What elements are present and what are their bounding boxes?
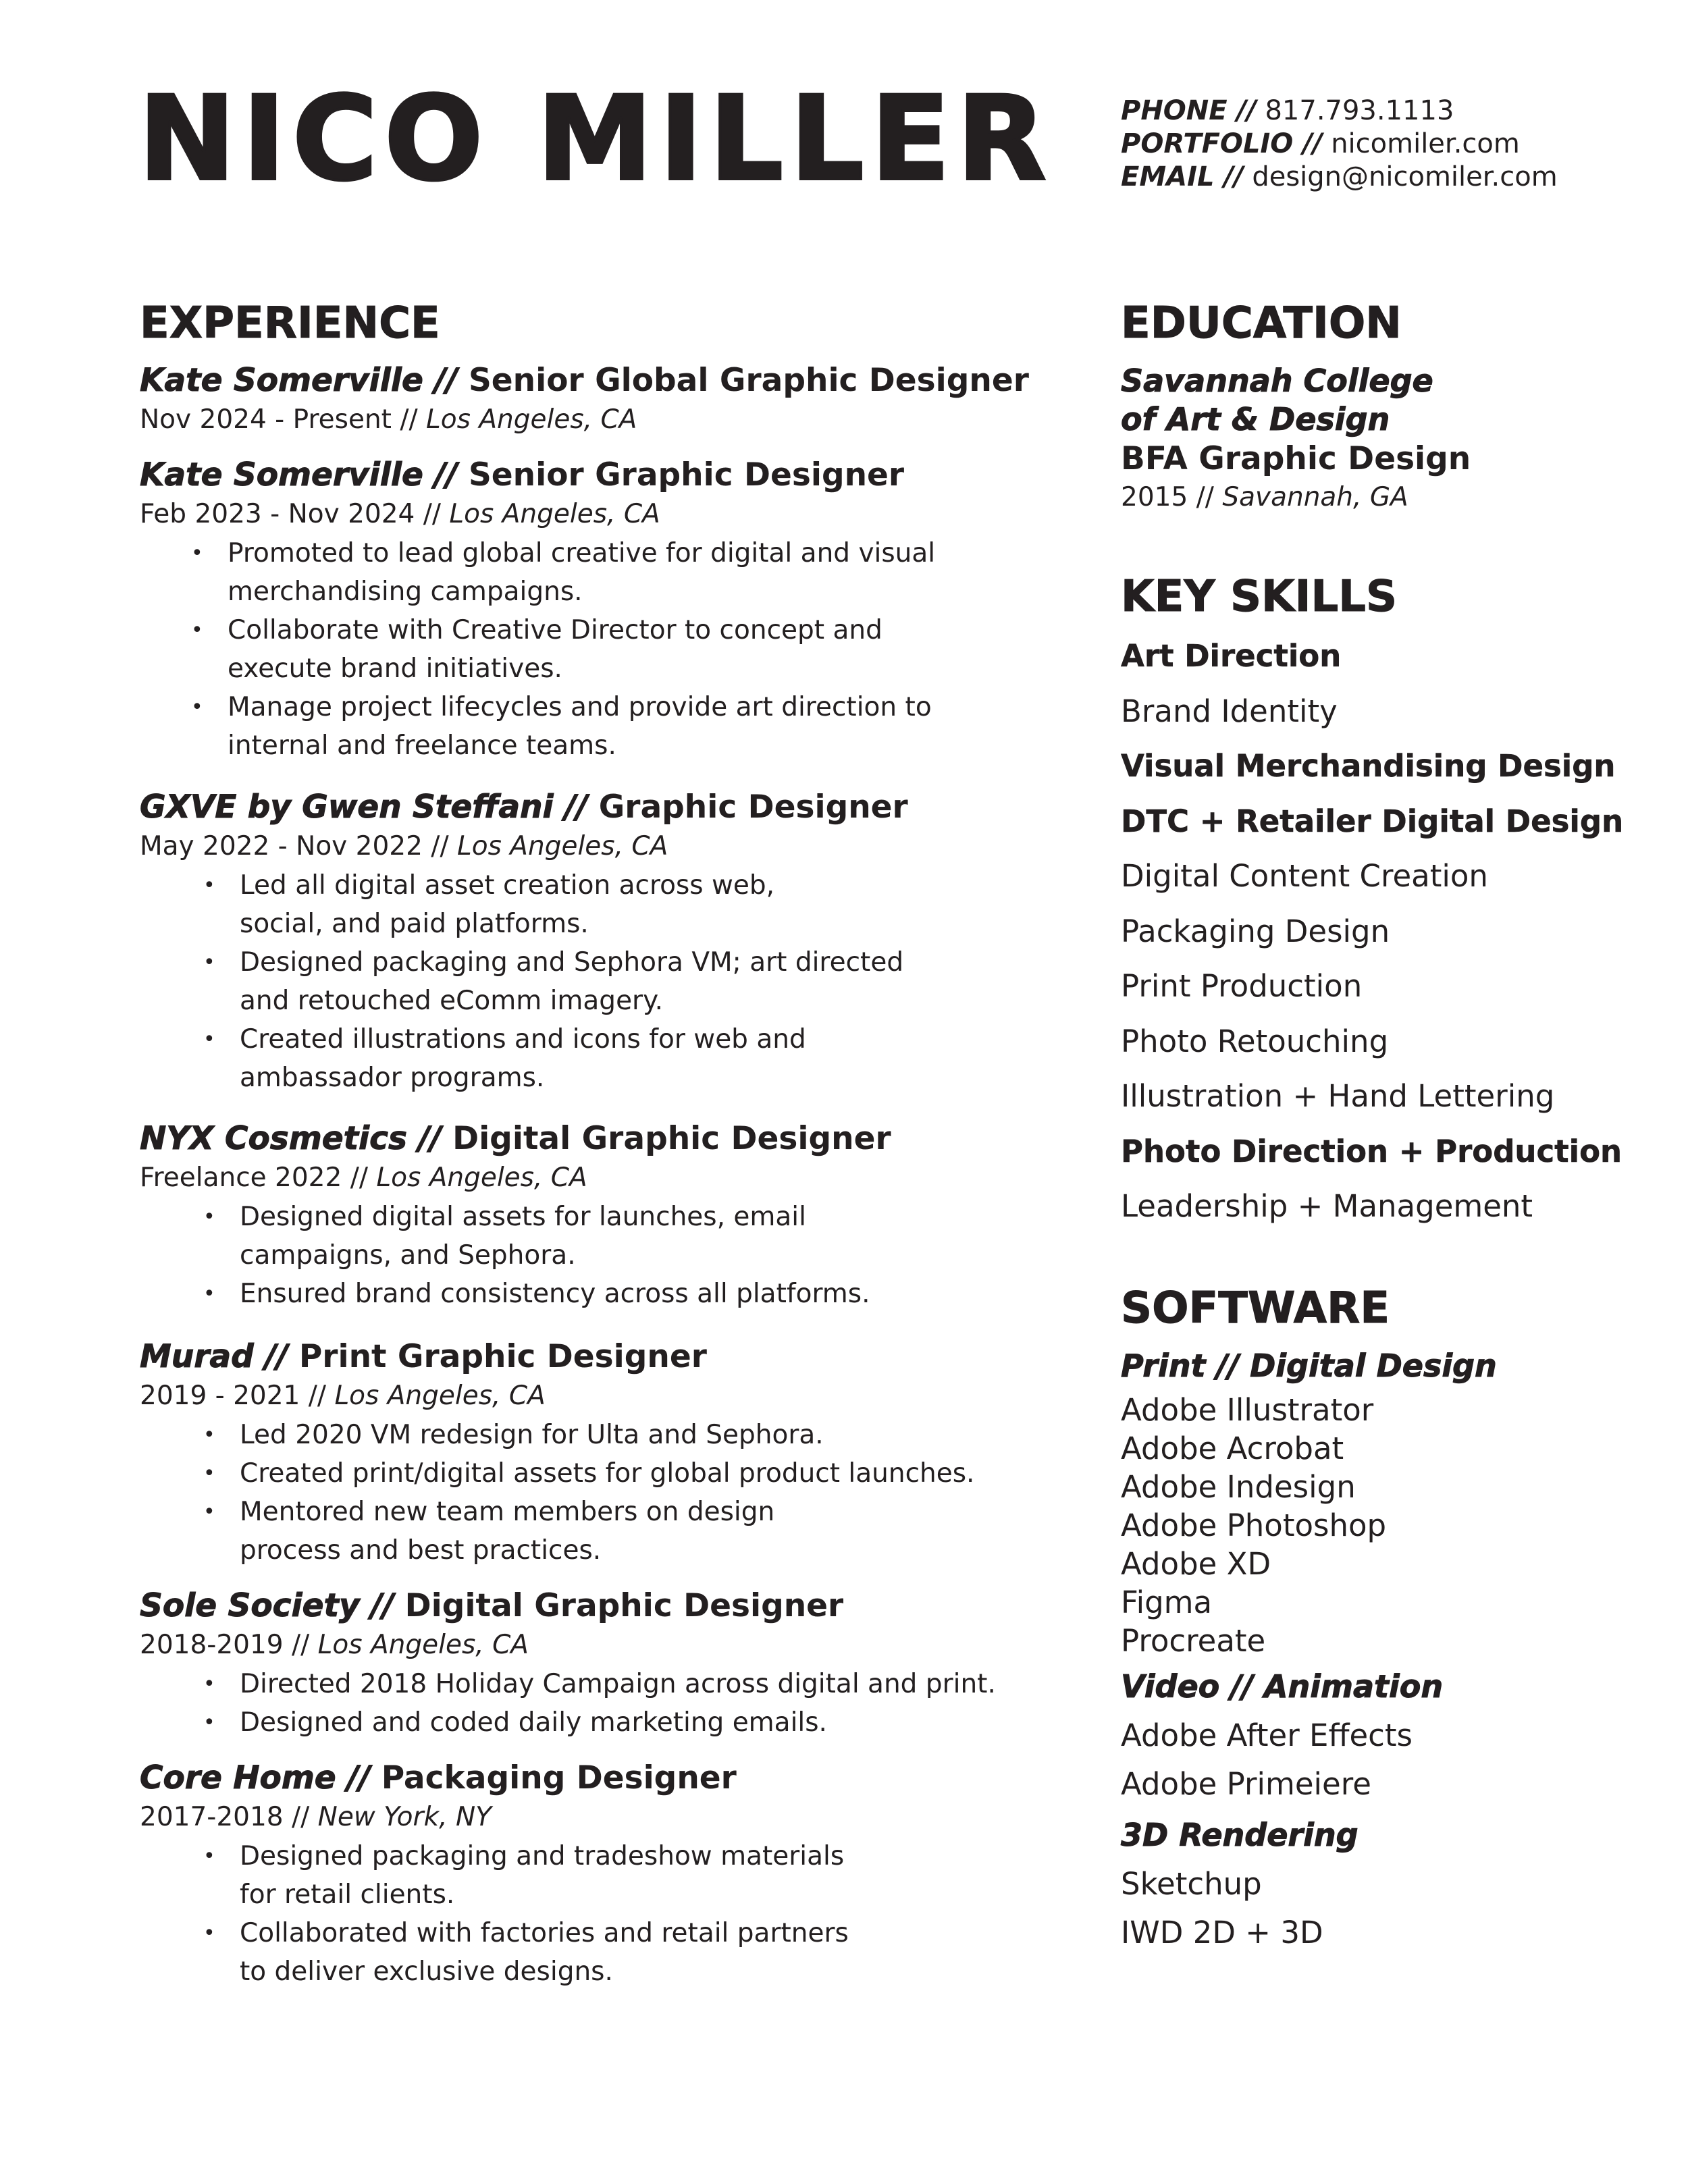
education-heading: EDUCATION bbox=[1121, 298, 1402, 348]
job-title-line bbox=[140, 1119, 891, 1158]
job-location: Los Angeles, CA bbox=[449, 499, 660, 529]
job-title-line bbox=[140, 1587, 996, 1626]
software-category: Print // Digital Design bbox=[1121, 1348, 1497, 1384]
job-dates: 2018-2019 // bbox=[140, 1630, 310, 1660]
bullet-item: • Collaborate with Creative Director to concept and bbox=[140, 611, 935, 649]
job-meta-line bbox=[140, 495, 935, 534]
software-item: Adobe Photoshop bbox=[1121, 1508, 1387, 1543]
job-title-line bbox=[140, 788, 908, 827]
education-year: 2015 // bbox=[1121, 482, 1214, 512]
job-location: Los Angeles, CA bbox=[317, 1630, 529, 1660]
education-school: Savannah College bbox=[1121, 363, 1433, 399]
contact-label: EMAIL // bbox=[1121, 161, 1244, 192]
job-location: Los Angeles, CA bbox=[426, 404, 637, 435]
contact-portfolio bbox=[1121, 128, 1558, 161]
skill-item: Leadership + Management bbox=[1121, 1188, 1533, 1224]
job-title-line bbox=[140, 1759, 849, 1798]
skill-item: Print Production bbox=[1121, 968, 1363, 1004]
bullet-dot: • bbox=[203, 1462, 215, 1485]
contact-email bbox=[1121, 161, 1558, 194]
software-item: Procreate bbox=[1121, 1623, 1266, 1659]
education-degree: BFA Graphic Design bbox=[1121, 440, 1471, 477]
bullet-dot: • bbox=[191, 695, 203, 719]
job-title: Senior Global Graphic Designer bbox=[468, 362, 1029, 399]
software-item: Adobe Acrobat bbox=[1121, 1431, 1344, 1466]
bullet-item: • Mentored new team members on design bbox=[140, 1493, 974, 1531]
software-item: Figma bbox=[1121, 1584, 1213, 1620]
software-heading: SOFTWARE bbox=[1121, 1283, 1390, 1333]
contact-label: PHONE // bbox=[1121, 95, 1257, 126]
experience-heading: EXPERIENCE bbox=[140, 298, 440, 348]
job-company: Sole Society // bbox=[140, 1587, 394, 1624]
software-item: Adobe XD bbox=[1121, 1546, 1271, 1582]
bullet-item: • Collaborated with factories and retail partners bbox=[140, 1914, 849, 1952]
job-company: GXVE by Gwen Steffani // bbox=[140, 789, 588, 826]
software-item: Adobe After Effects bbox=[1121, 1717, 1413, 1753]
skill-item: Photo Direction + Production bbox=[1121, 1133, 1623, 1169]
skill-item: Visual Merchandising Design bbox=[1121, 748, 1616, 784]
software-category: Video // Animation bbox=[1121, 1668, 1444, 1705]
education-location: Savannah, GA bbox=[1222, 482, 1408, 512]
skill-item: Art Direction bbox=[1121, 638, 1342, 674]
bullet-item: • Directed 2018 Holiday Campaign across digital and print. bbox=[140, 1665, 996, 1703]
job-dates: 2017-2018 // bbox=[140, 1802, 310, 1832]
skill-item: Photo Retouching bbox=[1121, 1023, 1389, 1059]
job-title: Senior Graphic Designer bbox=[468, 456, 905, 494]
bullet-item: • Designed packaging and Sephora VM; art directed bbox=[140, 943, 908, 982]
job-title: Graphic Designer bbox=[598, 789, 908, 826]
job-company: Kate Somerville // bbox=[140, 456, 458, 494]
bullet-dot: • bbox=[203, 1921, 215, 1945]
bullet-continuation: merchandising campaigns. bbox=[228, 577, 583, 607]
job-location: Los Angeles, CA bbox=[334, 1381, 546, 1411]
bullet-dot: • bbox=[203, 1205, 215, 1229]
job-title: Digital Graphic Designer bbox=[404, 1587, 844, 1624]
job-dates: 2019 - 2021 // bbox=[140, 1381, 327, 1411]
education-section bbox=[1121, 362, 1661, 516]
job-company: Kate Somerville // bbox=[140, 362, 458, 399]
key-skills-section bbox=[1121, 629, 1661, 1234]
software-section bbox=[1121, 1345, 1661, 1957]
contact-label: PORTFOLIO // bbox=[1121, 128, 1323, 159]
bullet-item: • Promoted to lead global creative for digital and visual bbox=[140, 534, 935, 572]
job-dates: Feb 2023 - Nov 2024 // bbox=[140, 499, 442, 529]
skill-item: DTC + Retailer Digital Design bbox=[1121, 803, 1624, 839]
bullet-item: • Designed and coded daily marketing emails. bbox=[140, 1703, 996, 1742]
bullet-continuation: campaigns, and Sephora. bbox=[240, 1240, 576, 1271]
job-entry bbox=[140, 1587, 996, 1742]
contact-block bbox=[1121, 95, 1558, 194]
job-bullets bbox=[140, 1416, 974, 1570]
bullet-item: • Designed digital assets for launches, email bbox=[140, 1198, 891, 1236]
contact-value: 817.793.1113 bbox=[1265, 95, 1454, 126]
job-dates: Freelance 2022 // bbox=[140, 1163, 368, 1193]
education-school: of Art & Design bbox=[1121, 401, 1390, 437]
bullet-item: • Created print/digital assets for global product launches. bbox=[140, 1454, 974, 1493]
bullet-dot: • bbox=[203, 1028, 215, 1051]
job-title-line bbox=[140, 1337, 974, 1377]
job-meta-line bbox=[140, 1377, 974, 1416]
bullet-continuation: social, and paid platforms. bbox=[240, 909, 589, 939]
software-item: Sketchup bbox=[1121, 1866, 1262, 1902]
job-title: Print Graphic Designer bbox=[298, 1338, 707, 1375]
skill-item: Brand Identity bbox=[1121, 693, 1338, 729]
bullet-dot: • bbox=[203, 1672, 215, 1696]
bullet-item: • Designed packaging and tradeshow materials bbox=[140, 1837, 849, 1875]
skill-item: Illustration + Hand Lettering bbox=[1121, 1078, 1555, 1114]
job-bullets bbox=[140, 534, 935, 765]
job-title: Digital Graphic Designer bbox=[452, 1120, 891, 1157]
job-meta-line bbox=[140, 827, 908, 866]
job-entry bbox=[140, 788, 908, 1097]
job-meta-line bbox=[140, 1798, 849, 1837]
job-entry bbox=[140, 1759, 849, 1991]
job-title-line bbox=[140, 361, 1029, 400]
job-dates: May 2022 - Nov 2022 // bbox=[140, 831, 449, 861]
software-category: 3D Rendering bbox=[1121, 1817, 1359, 1853]
job-bullets bbox=[140, 1665, 996, 1742]
bullet-dot: • bbox=[203, 1844, 215, 1868]
software-item: Adobe Illustrator bbox=[1121, 1392, 1374, 1428]
job-location: Los Angeles, CA bbox=[376, 1163, 587, 1193]
bullet-item: • Created illustrations and icons for web and bbox=[140, 1020, 908, 1059]
contact-value: nicomiler.com bbox=[1331, 128, 1520, 159]
bullet-item: • Ensured brand consistency across all platforms. bbox=[140, 1275, 891, 1313]
software-item: Adobe Primeiere bbox=[1121, 1766, 1371, 1802]
job-entry bbox=[140, 456, 935, 765]
job-bullets bbox=[140, 866, 908, 1097]
bullet-dot: • bbox=[203, 1711, 215, 1734]
job-entry bbox=[140, 1337, 974, 1570]
job-bullets bbox=[140, 1837, 849, 1991]
contact-phone bbox=[1121, 95, 1558, 128]
bullet-continuation: ambassador programs. bbox=[240, 1063, 545, 1093]
job-title-line bbox=[140, 456, 935, 495]
skill-item: Digital Content Creation bbox=[1121, 858, 1488, 894]
bullet-dot: • bbox=[203, 1500, 215, 1524]
contact-value: design@nicomiler.com bbox=[1252, 161, 1558, 192]
job-meta-line bbox=[140, 1158, 891, 1198]
bullet-item: • Led all digital asset creation across web, bbox=[140, 866, 908, 905]
education-meta bbox=[1121, 478, 1661, 516]
job-location: Los Angeles, CA bbox=[457, 831, 668, 861]
job-entry bbox=[140, 1119, 891, 1313]
software-item: IWD 2D + 3D bbox=[1121, 1915, 1323, 1950]
job-company: Core Home // bbox=[140, 1759, 371, 1796]
bullet-dot: • bbox=[203, 874, 215, 897]
bullet-item: • Manage project lifecycles and provide art direction to bbox=[140, 688, 935, 726]
bullet-dot: • bbox=[203, 1282, 215, 1306]
bullet-continuation: and retouched eComm imagery. bbox=[240, 986, 664, 1016]
bullet-continuation: internal and freelance teams. bbox=[228, 730, 616, 761]
job-entry bbox=[140, 361, 1029, 440]
job-bullets bbox=[140, 1198, 891, 1313]
bullet-continuation: for retail clients. bbox=[240, 1880, 455, 1910]
job-meta-line bbox=[140, 1626, 996, 1665]
job-title: Packaging Designer bbox=[381, 1759, 737, 1796]
job-meta-line bbox=[140, 400, 1029, 440]
bullet-dot: • bbox=[203, 951, 215, 974]
key-skills-heading: KEY SKILLS bbox=[1121, 572, 1398, 622]
job-location: New York, NY bbox=[317, 1802, 492, 1832]
bullet-dot: • bbox=[191, 618, 203, 642]
bullet-item: • Led 2020 VM redesign for Ulta and Sephora. bbox=[140, 1416, 974, 1454]
bullet-dot: • bbox=[191, 541, 203, 565]
bullet-dot: • bbox=[203, 1423, 215, 1447]
bullet-continuation: to deliver exclusive designs. bbox=[240, 1956, 613, 1987]
bullet-continuation: process and best practices. bbox=[240, 1535, 602, 1566]
job-company: Murad // bbox=[140, 1338, 288, 1375]
job-company: NYX Cosmetics // bbox=[140, 1120, 442, 1157]
skill-item: Packaging Design bbox=[1121, 913, 1390, 949]
software-item: Adobe Indesign bbox=[1121, 1469, 1356, 1505]
job-dates: Nov 2024 - Present // bbox=[140, 404, 418, 435]
resume-name: NICO MILLER bbox=[138, 71, 1053, 207]
bullet-continuation: execute brand initiatives. bbox=[228, 654, 562, 684]
